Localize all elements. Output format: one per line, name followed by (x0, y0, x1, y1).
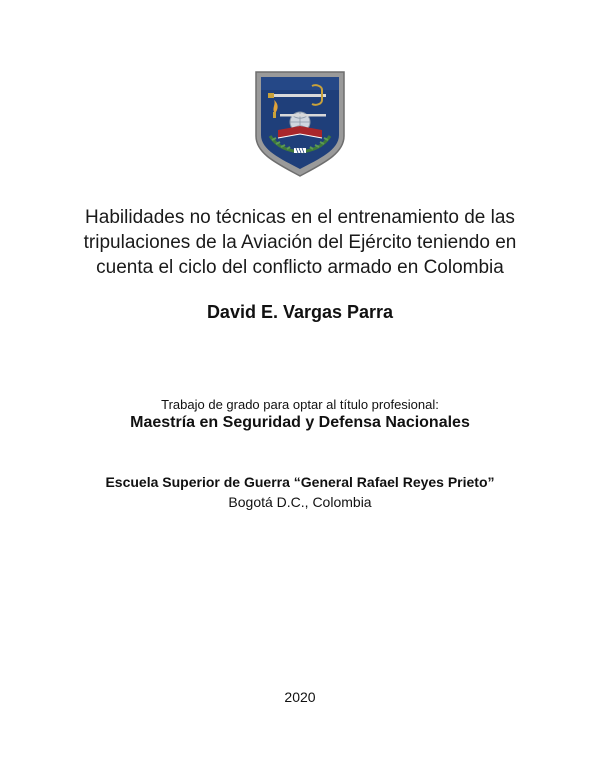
publication-year: 2020 (284, 689, 316, 705)
school-crest-icon (252, 70, 348, 178)
thesis-title-line-3: cuenta el ciclo del conflicto armado en Colombia (96, 257, 504, 278)
thesis-title-line-2: tripulaciones de la Aviación del Ejército teniendo en (83, 232, 517, 253)
thesis-title-line-1: Habilidades no técnicas en el entrenamiento de las (85, 207, 515, 228)
thesis-title (60, 205, 540, 280)
degree-title: Maestría en Seguridad y Defensa Nacionales (130, 414, 470, 431)
degree-intro: Trabajo de grado para optar al título profesional: (161, 397, 439, 412)
author-name: David E. Vargas Parra (206, 302, 394, 322)
city-location: Bogotá D.C., Colombia (228, 494, 372, 510)
school-name: Escuela Superior de Guerra “General Rafael Reyes Prieto” (105, 474, 495, 490)
